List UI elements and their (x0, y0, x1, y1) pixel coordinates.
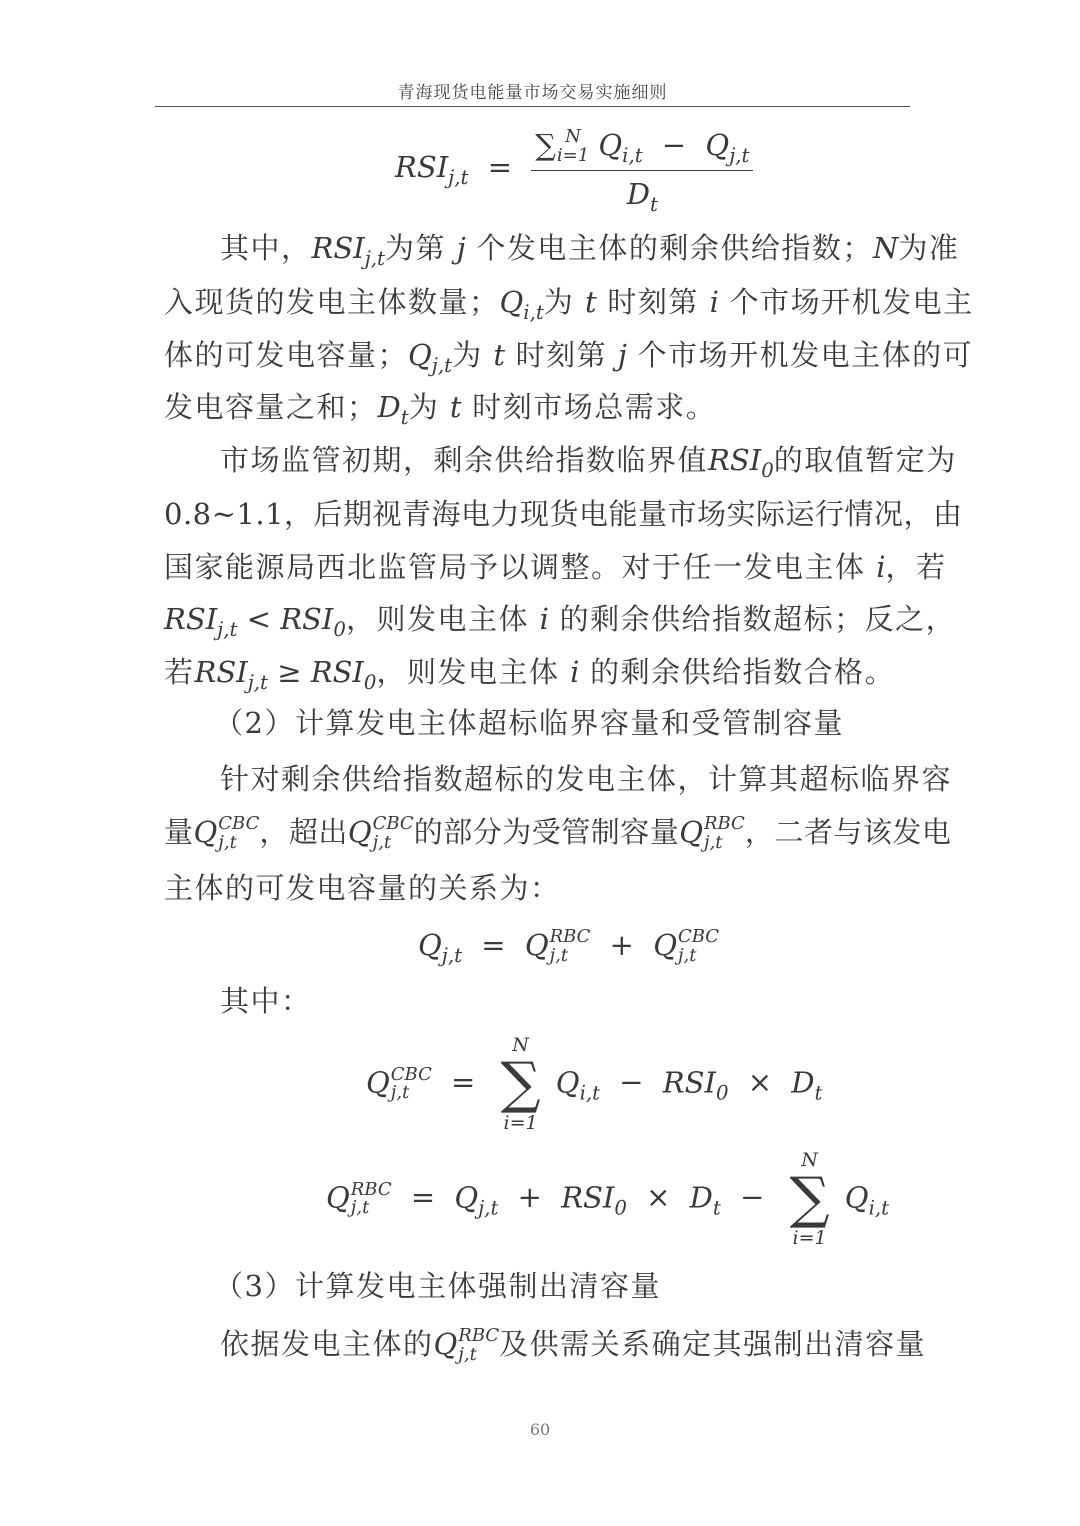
equation-cbc: Q CBC j,t = N ∑ i=1 $Q_{i,t} - RSI_0 \times D_t$ (366, 1034, 823, 1134)
running-header: 青海现货电能量市场交易实施细则 (397, 83, 668, 103)
page-number: 60 (529, 1420, 551, 1439)
section-heading-2: （2）计算发电主体超标临界容量和受管制容量 (214, 706, 844, 740)
equation-rsi (395, 126, 753, 216)
para1-line4: 发电容量之和；$D_t$为 t 时刻市场总需求。 (164, 390, 717, 429)
equation-rbc: Q RBC j,t = $Q_{j,t} + RSI_0 \times D_t$ − N ∑ i=1 $Q_{i,t}$ (326, 1149, 890, 1249)
para1-line1: 其中，$RSI_{j,t}$为第 j 个发电主体的剩余供给指数；N为准 (220, 231, 960, 270)
para4-line1: 依据发电主体的Q RBC j,t 及供需关系确定其强制出清容量 (220, 1325, 927, 1365)
where-label: 其中： (220, 984, 312, 1018)
section-heading-3: （3）计算发电主体强制出清容量 (214, 1269, 661, 1303)
para3-line2: 量Q CBC j,t ，超出Q CBC j,t 的部分为受管制容量Q RBC j,t ，二者与该发电 (164, 813, 952, 853)
para2-line5: 若$RSI_{j,t} \ge RSI_0$，则发电主体 i 的剩余供给指数合格。 (164, 655, 896, 694)
para2-line4: $RSI_{j,t} < RSI_0$，则发电主体 i 的剩余供给指数超标；反之， (164, 602, 957, 641)
eq1-equals: = (487, 150, 512, 185)
header-rule (155, 106, 910, 107)
eq1-fraction: ∑ N i=1 $Q_{i,t} - Q_{j,t}$ $D_t$ (531, 128, 753, 211)
para1-line2: 入现货的发电主体数量；$Q_{i,t}$为 t 时刻第 i 个市场开机发电主 (164, 285, 974, 324)
para3-line3: 主体的可发电容量的关系为： (164, 871, 561, 905)
para1-line3: 体的可发电容量；$Q_{j,t}$为 t 时刻第 j 个市场开机发电主体的可 (164, 338, 974, 377)
para2-line3: 国家能源局西北监管局予以调整。对于任一发电主体 i，若 (164, 550, 947, 584)
eq1-lhs: $RSI_{j,t}$ (395, 150, 469, 190)
para3-line1: 针对剩余供给指数超标的发电主体，计算其超标临界容 (220, 762, 953, 796)
equation-capacity-split: $Q_{j,t} = Q$ RBC j,t + Q CBC j,t (418, 926, 720, 967)
para2-line2: 0.8~1.1，后期视青海电力现货电能量市场实际运行情况，由 (164, 497, 963, 531)
para2-line1: 市场监管初期，剩余供给指数临界值$RSI_0$的取值暂定为 (220, 443, 957, 482)
